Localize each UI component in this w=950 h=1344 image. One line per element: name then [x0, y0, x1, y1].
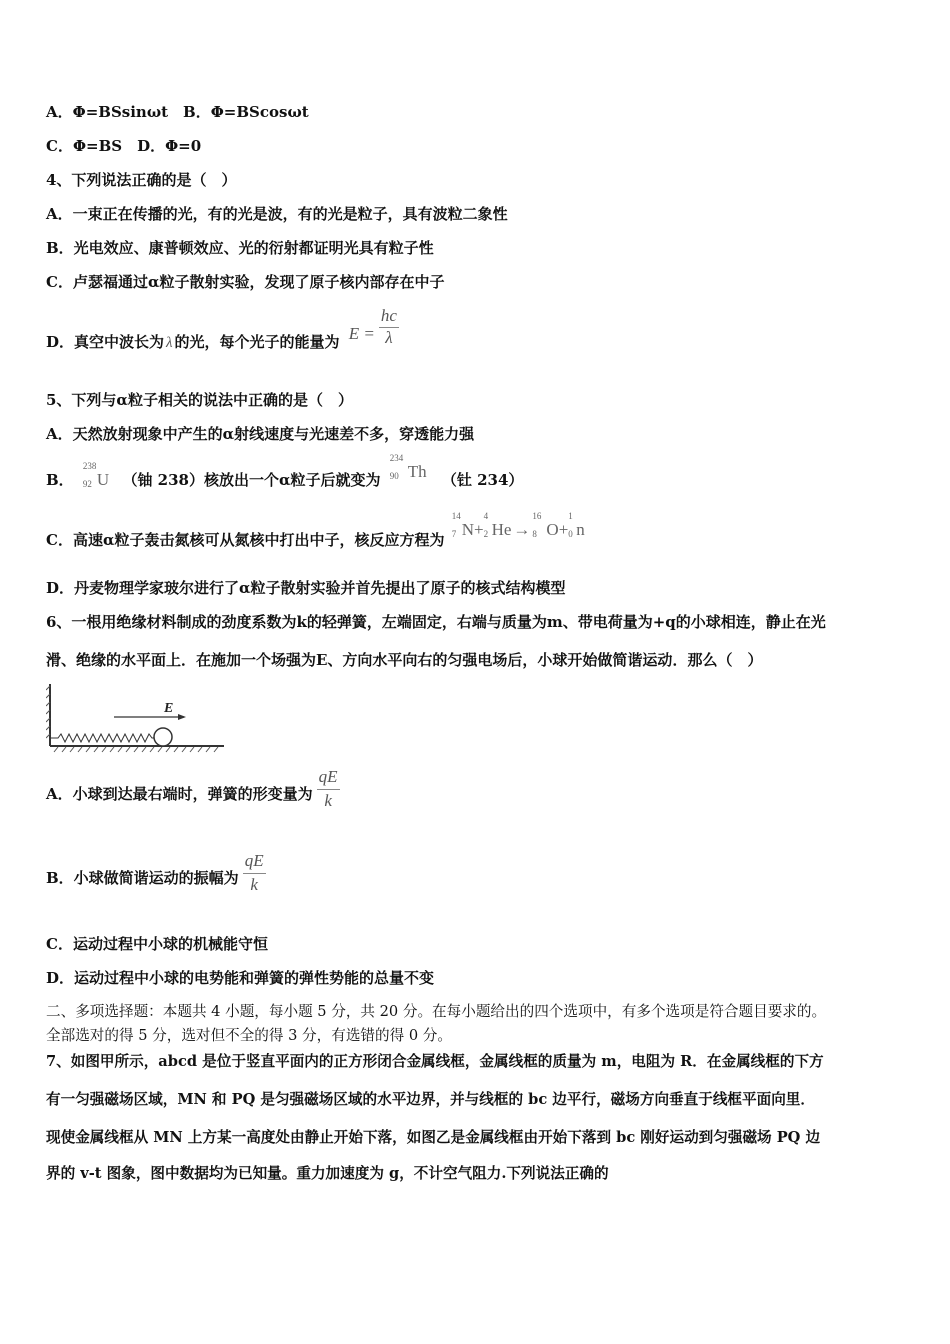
q6-b-numerator: qE: [243, 850, 266, 874]
q6-a-text: A．小球到达最右端时，弹簧的形变量为: [46, 785, 313, 803]
q7-stem-line3: 现使金属线框从 MN 上方某一高度处由静止开始下落，如图乙是金属线框由开始下落到 bc 刚好运动到匀强磁场 PQ 边: [46, 1129, 821, 1146]
helium-symbol: He: [491, 520, 512, 539]
nitrogen-symbol: N: [461, 520, 474, 539]
q4-option-c: C．卢瑟福通过α粒子散射实验，发现了原子核内部存在中子: [46, 273, 445, 291]
q4-option-d: [46, 306, 910, 362]
spring: [50, 734, 154, 742]
energy-numerator: hc: [379, 306, 399, 328]
neutron-nuclide: [568, 511, 585, 541]
nitrogen-z: 7: [451, 529, 457, 539]
q5-c-text: C．高速α粒子轰击氮核可从氮核中打出中子，核反应方程为: [46, 531, 445, 549]
thorium-symbol: Th: [407, 462, 427, 481]
q6-b-denominator: k: [250, 875, 258, 894]
thorium-mass: 234: [389, 453, 404, 463]
nitrogen-mass: 14: [451, 511, 461, 521]
helium-mass: 4: [483, 511, 489, 521]
q4-d-mid: 的光，每个光子的能量为: [174, 333, 340, 351]
thorium-nuclide: [389, 453, 427, 483]
oxygen-mass: 16: [532, 511, 542, 521]
neutron-mass: 1: [568, 511, 573, 521]
lambda-symbol: λ: [166, 335, 173, 351]
q4-d-prefix: D．真空中波长为: [46, 333, 165, 351]
uranium-nuclide: [82, 461, 110, 491]
energy-lhs: E =: [348, 324, 375, 343]
helium-z: 2: [483, 529, 489, 539]
q6-option-c: C．运动过程中小球的机械能守恒: [46, 935, 268, 953]
q6-option-a: [46, 766, 910, 822]
q3-options-cd: C．Φ=BS D．Φ=0: [46, 137, 202, 155]
spring-ball-figure: [46, 682, 226, 754]
q6-b-text: B．小球做简谐运动的振幅为: [46, 869, 239, 887]
section2-heading-line1: 二、多项选择题：本题共 4 小题，每小题 5 分，共 20 分。在每小题给出的四个选项中，有多个选项是符合题目要求的。: [46, 1003, 827, 1020]
oxygen-z: 8: [532, 529, 537, 539]
q7-stem-line4: 界的 v-t 图象，图中数据均为已知量。重力加速度为 g，不计空气阻力.下列说法正确的: [46, 1165, 609, 1182]
plus-sign-2: +: [558, 520, 569, 539]
reaction-arrow: →: [513, 520, 531, 539]
section2-heading-line2: 全部选对的得 5 分，选对但不全的得 3 分，有选错的得 0 分。: [46, 1027, 452, 1044]
q6-b-fraction: [243, 850, 266, 896]
q6-option-d: D．运动过程中小球的电势能和弹簧的弹性势能的总量不变: [46, 969, 435, 987]
q5-b-prefix: B．: [46, 471, 74, 489]
energy-fraction: [379, 306, 399, 348]
q6-stem-line1: 6、一根用绝缘材料制成的劲度系数为k的轻弹簧，左端固定，右端与质量为m、带电荷量为+q的小球相连，静止在光: [46, 613, 826, 631]
q4-stem: 4、下列说法正确的是（ ）: [46, 171, 237, 189]
q6-option-b: [46, 850, 910, 906]
oxygen-nuclide: [532, 511, 559, 541]
q6-a-denominator: k: [324, 791, 332, 810]
neutron-symbol: n: [576, 520, 585, 539]
q5-option-c: [46, 511, 910, 551]
charged-ball: [154, 728, 172, 746]
q5-option-a: A．天然放射现象中产生的α射线速度与光速差不多，穿透能力强: [46, 425, 475, 443]
q4-option-a: A．一束正在传播的光，有的光是波，有的光是粒子，具有波粒二象性: [46, 205, 508, 223]
q5-b-mid: （铀 238）核放出一个α粒子后就变为: [122, 471, 381, 489]
q5-option-d: D．丹麦物理学家玻尔进行了α粒子散射实验并首先提出了原子的核式结构模型: [46, 579, 566, 597]
q6-a-fraction: [317, 766, 340, 812]
electric-field-arrow: [114, 714, 186, 720]
q5-stem: 5、下列与α粒子相关的说法中正确的是（ ）: [46, 391, 353, 409]
neutron-z: 0: [568, 529, 573, 539]
q6-a-numerator: qE: [317, 766, 340, 790]
oxygen-symbol: O: [546, 520, 559, 539]
q7-stem-line2: 有一匀强磁场区域，MN 和 PQ 是匀强磁场区域的水平边界，并与线框的 bc 边平行，磁场方向垂直于线框平面向里．: [46, 1091, 815, 1108]
q7-stem-line1: 7、如图甲所示，abcd 是位于竖直平面内的正方形闭合金属线框，金属线框的质量为 m，电阻为 R．在金属线框的下方: [46, 1053, 824, 1070]
uranium-symbol: U: [96, 470, 110, 489]
plus-sign-1: +: [474, 520, 484, 539]
helium-nuclide: [483, 511, 512, 541]
wall: [46, 684, 50, 746]
thorium-z: 90: [389, 471, 399, 481]
q5-option-b: [46, 453, 910, 491]
q3-options-ab: A．Φ=BSsinωt B．Φ=BScosωt: [46, 103, 309, 121]
uranium-mass: 238: [82, 461, 97, 471]
uranium-z: 92: [82, 479, 92, 489]
nitrogen-nuclide: [451, 511, 474, 541]
q4-option-b: B．光电效应、康普顿效应、光的衍射都证明光具有粒子性: [46, 239, 434, 257]
field-label: E: [164, 701, 174, 716]
energy-denominator: λ: [385, 328, 393, 347]
q6-stem-line2: 滑、绝缘的水平面上．在施加一个场强为E、方向水平向右的匀强电场后，小球开始做简谐运动．那么（ ）: [46, 651, 763, 669]
q5-b-suffix: （钍 234）: [441, 471, 524, 489]
floor: [50, 746, 224, 752]
